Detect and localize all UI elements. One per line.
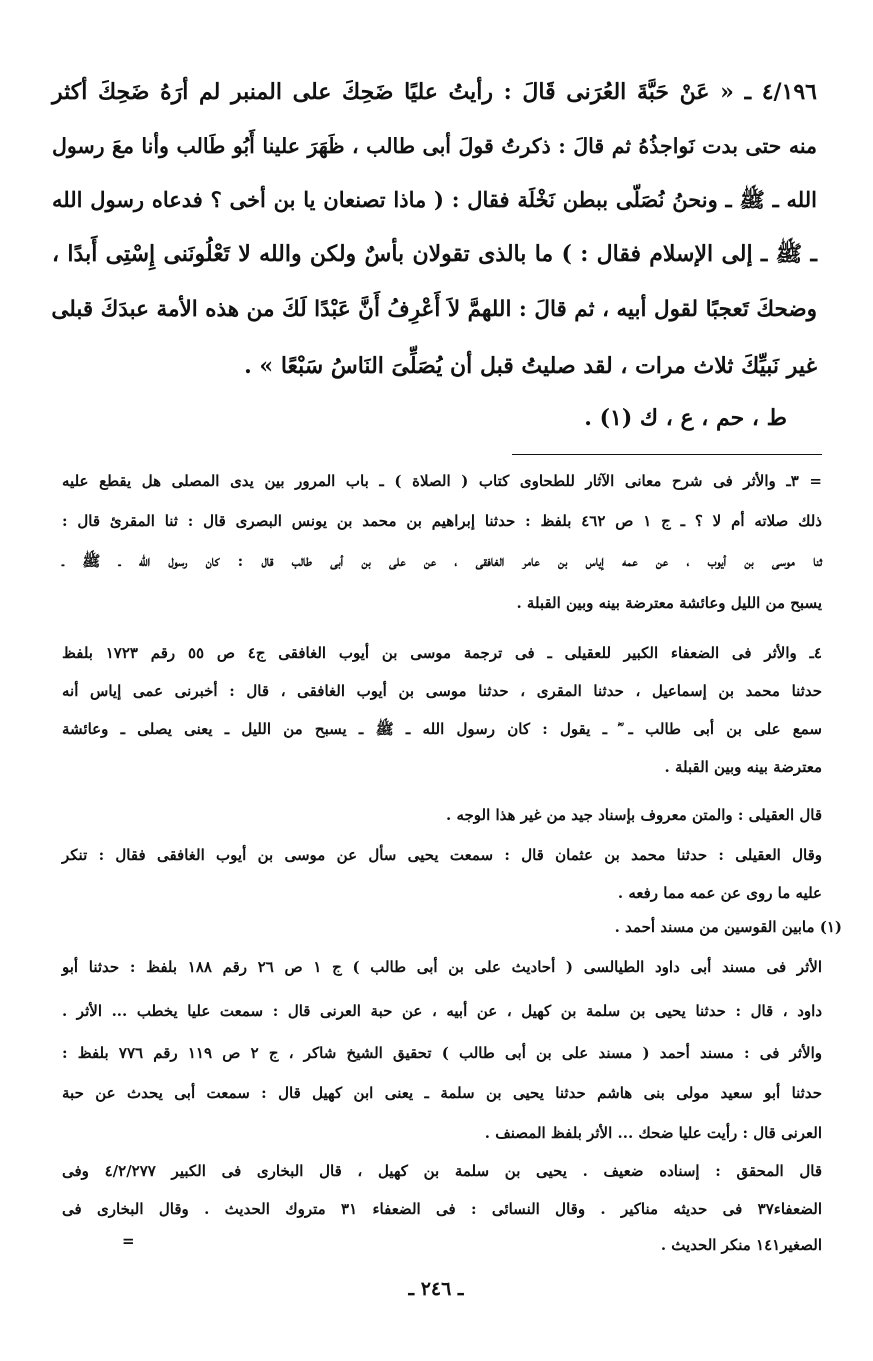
- footnote-line: ثنا موسى بن أيوب ، عن عمه إياس بن عامر الغافقى ، عن على بن أبى طالب قال : كان رسول الله ـ ﷺ ـ: [62, 552, 822, 570]
- footnote-line: قال العقيلى : والمتن معروف بإسناد جيد من غير هذا الوجه .: [446, 806, 822, 824]
- footnote-line: = ٣ـ والأثر فى شرح معانى الآثار للطحاوى كتاب ( الصلاة ) ـ باب المرور بين يدى المصلى هل يقطع عليه: [62, 472, 822, 490]
- footnote-line: الأثر فى مسند أبى داود الطيالسى ( أحاديث على بن أبى طالب ) ج ١ ص ٢٦ رقم ١٨٨ بلفظ : حدثنا أبو: [62, 958, 823, 976]
- footnote-line: قال المحقق : إسناده ضعيف . يحيى بن سلمة بن كهيل ، قال البخارى فى الكبير ٤/٢/٢٧٧ وفى: [62, 1162, 823, 1180]
- continuation-mark: =: [122, 1232, 135, 1250]
- hadith-line: منه حتى بدت نَواجذُهُ ثم قالَ : ذكرتُ قولَ أبى طالب ، ظَهَرَ علينا أَبُو طَالب وأنا معَ رسول: [52, 134, 817, 158]
- hadith-line: ـ ﷺ ـ إلى الإسلام فقال : ) ما بالذى تقولان بأسٌ ولكن والله لا تَعْلُونَنى إِسْتِى أَبدًا ،: [52, 241, 817, 267]
- hadith-line: غير نَبيِّكَ ثلاث مرات ، لقد صليتُ قبل أن يُصَلِّىَ النَاسُ سَبْعًا » .: [244, 353, 817, 379]
- footnote-line: والأثر فى : مسند أحمد ( مسند على بن أبى طالب ) تحقيق الشيخ شاكر ، ج ٢ ص ١١٩ رقم ٧٧٦ بلفظ :: [62, 1044, 822, 1062]
- footnote-line: (١) مابين القوسين من مسند أحمد .: [614, 918, 842, 936]
- footnote-line: حدثنا أبو سعيد مولى بنى هاشم حدثنا يحيى بن سلمة ـ يعنى ابن كهيل قال : سمعت أبى يحدث عن حبة: [62, 1084, 822, 1102]
- footnote-line: معترضة بينه وبين القبلة .: [664, 758, 822, 776]
- footnote-line: سمع على بن أبى طالب ـ ؓ ـ يقول : كان رسول الله ـ ﷺ ـ يسبح من الليل ـ يعنى يصلى ـ وعائشة: [62, 720, 822, 738]
- footnote-line: حدثنا محمد بن إسماعيل ، حدثنا المقرى ، حدثنا موسى بن أيوب الغافقى ، قال : أخبرنى عمى إياس أنه: [62, 682, 822, 700]
- footnote-line: وقال العقيلى : حدثنا محمد بن عثمان قال : سمعت يحيى سأل عن موسى بن أيوب الغافقى فقال : تنكر: [62, 846, 822, 864]
- hadith-line: الله ـ ﷺ ـ ونحنُ نُصَلّى ببطن نَخْلَة فقال : ( ماذا تصنعان يا بن أخى ؟ فدعاه رسول الله: [52, 187, 817, 212]
- page-number: ـ ٢٤٦ ـ: [408, 1278, 464, 1300]
- footnote-line: ذلك صلاته أم لا ؟ ـ ج ١ ص ٤٦٢ بلفظ : حدثنا إبراهيم بن محمد بن يونس البصرى قال : ثنا المقرئ قال :: [62, 512, 822, 530]
- hadith-line: ٤/١٩٦ ـ « عَنْ حَبَّةَ العُرَنى قَالَ : رأيتُ عليًا ضَحِكَ على المنبر لم أرَهُ ضَحِكَ أكثر: [52, 79, 817, 105]
- footnote-line: الضعفاء٣٧ فى حديثه مناكير . وقال النسائى : فى الضعفاء ٣١ متروك الحديث . وقال البخارى فى: [62, 1200, 822, 1218]
- footnote-line: عليه ما روى عن عمه مما رفعه .: [617, 884, 822, 902]
- hadith-sources: ط ، حم ، ع ، ك (١) .: [584, 405, 787, 431]
- footnote-separator: [512, 454, 822, 455]
- footnote-line: الصغير١٤١ منكر الحديث .: [660, 1236, 822, 1254]
- hadith-line: وضحكَ تَعجبًا لقول أبيه ، ثم قالَ : اللهمَّ لاَ أَعْرِفُ أَنَّ عَبْدًا لَكَ من هذه الأمة عبدَكَ قبلى: [51, 297, 817, 322]
- footnote-line: ٤ـ والأثر فى الضعفاء الكبير للعقيلى ـ فى ترجمة موسى بن أيوب الغافقى ج٤ ص ٥٥ رقم ١٧٢٣ بلفظ: [62, 644, 822, 662]
- footnote-line: داود ، قال : حدثنا يحيى بن سلمة بن كهيل ، عن أبيه ، عن حبة العرنى قال : سمعت عليا يخطب ... الأثر .: [62, 1002, 822, 1020]
- footnote-line: العرنى قال : رأيت عليا ضحك ... الأثر بلفظ المصنف .: [484, 1124, 822, 1142]
- footnote-line: يسبح من الليل وعائشة معترضة بينه وبين القبلة .: [516, 594, 822, 612]
